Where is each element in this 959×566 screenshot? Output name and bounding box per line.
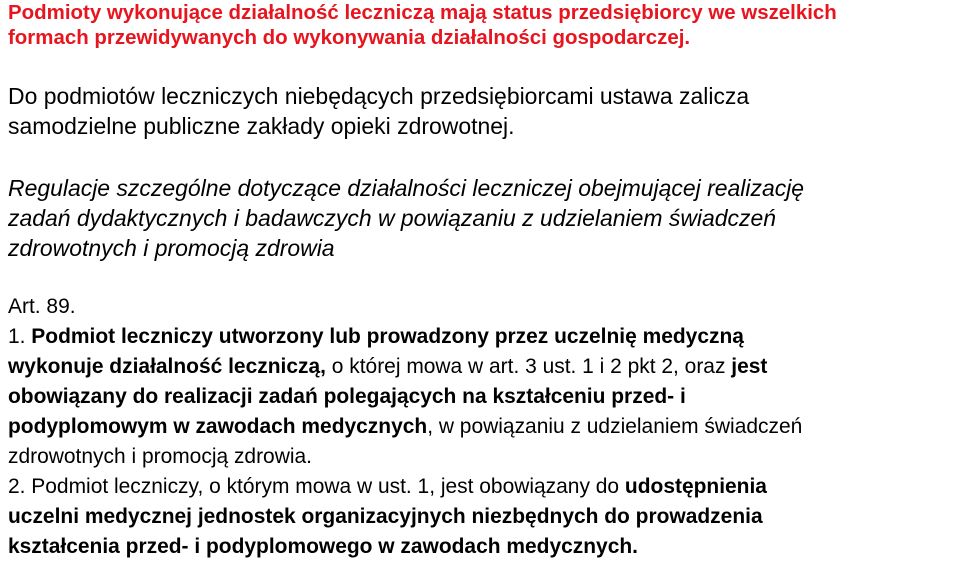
section-1-bold-3: jest xyxy=(731,355,768,378)
special-regulations-line-3: zdrowotnych i promocją zdrowia xyxy=(8,235,335,261)
article-heading: Art. 89. xyxy=(8,295,76,318)
section-1-bold-4: obowiązany do realizacji zadań polegających na kształceniu przed- i xyxy=(8,385,686,408)
special-regulations-line-2: zadań dydaktycznych i badawczych w powiązaniu z udzielaniem świadczeń xyxy=(8,205,777,231)
section-1-text-1: o której mowa w art. 3 ust. 1 i 2 pkt 2, oraz xyxy=(331,355,726,378)
section-1-line-3 xyxy=(8,382,956,412)
section-2-bold-1: udostępnienia xyxy=(624,475,767,498)
section-2-line-2 xyxy=(8,502,956,532)
special-regulations-heading xyxy=(8,173,958,263)
spzoz-paragraph xyxy=(8,81,958,141)
section-1-text-2: , w powiązaniu z udzielaniem świadczeń xyxy=(427,415,803,438)
section-2-line-1 xyxy=(8,472,956,502)
section-1-bold-1: Podmiot leczniczy utworzony lub prowadzony przez uczelnię medyczną xyxy=(31,325,744,348)
section-2-bold-3: kształcenia przed- i podyplomowego w zawodach medycznych. xyxy=(8,535,638,558)
section-1-bold-5: podyplomowym w zawodach medycznych xyxy=(8,415,428,438)
section-1-line-1 xyxy=(8,322,956,352)
section-2-text-1: 2. Podmiot leczniczy, o którym mowa w ust. 1, jest obowiązany do xyxy=(8,475,620,498)
section-1-bold-2: wykonuje działalność leczniczą, xyxy=(8,355,326,378)
red-paragraph-line-2: formach przewidywanych do wykonywania działalności gospodarczej. xyxy=(8,26,691,49)
section-2-bold-2: uczelni medycznej jednostek organizacyjnych niezbędnych do prowadzenia xyxy=(8,505,763,528)
red-paragraph xyxy=(8,0,958,50)
red-paragraph-line-1: Podmioty wykonujące działalność leczniczą mają status przedsiębiorcy we wszelkich xyxy=(8,1,837,24)
spzoz-paragraph-line-2: samodzielne publiczne zakłady opieki zdrowotnej. xyxy=(8,113,515,139)
section-2-line-3 xyxy=(8,532,956,562)
section-1-number: 1. xyxy=(8,325,26,348)
special-regulations-line-1: Regulacje szczególne dotyczące działalności leczniczej obejmującej realizację xyxy=(8,175,805,201)
spzoz-paragraph-line-1: Do podmiotów leczniczych niebędących przedsiębiorcami ustawa zalicza xyxy=(8,83,750,109)
section-1-line-4 xyxy=(8,412,956,442)
article-89 xyxy=(8,292,958,562)
section-1-line-5: zdrowotnych i promocją zdrowia. xyxy=(8,445,312,468)
section-1-line-2 xyxy=(8,352,956,382)
